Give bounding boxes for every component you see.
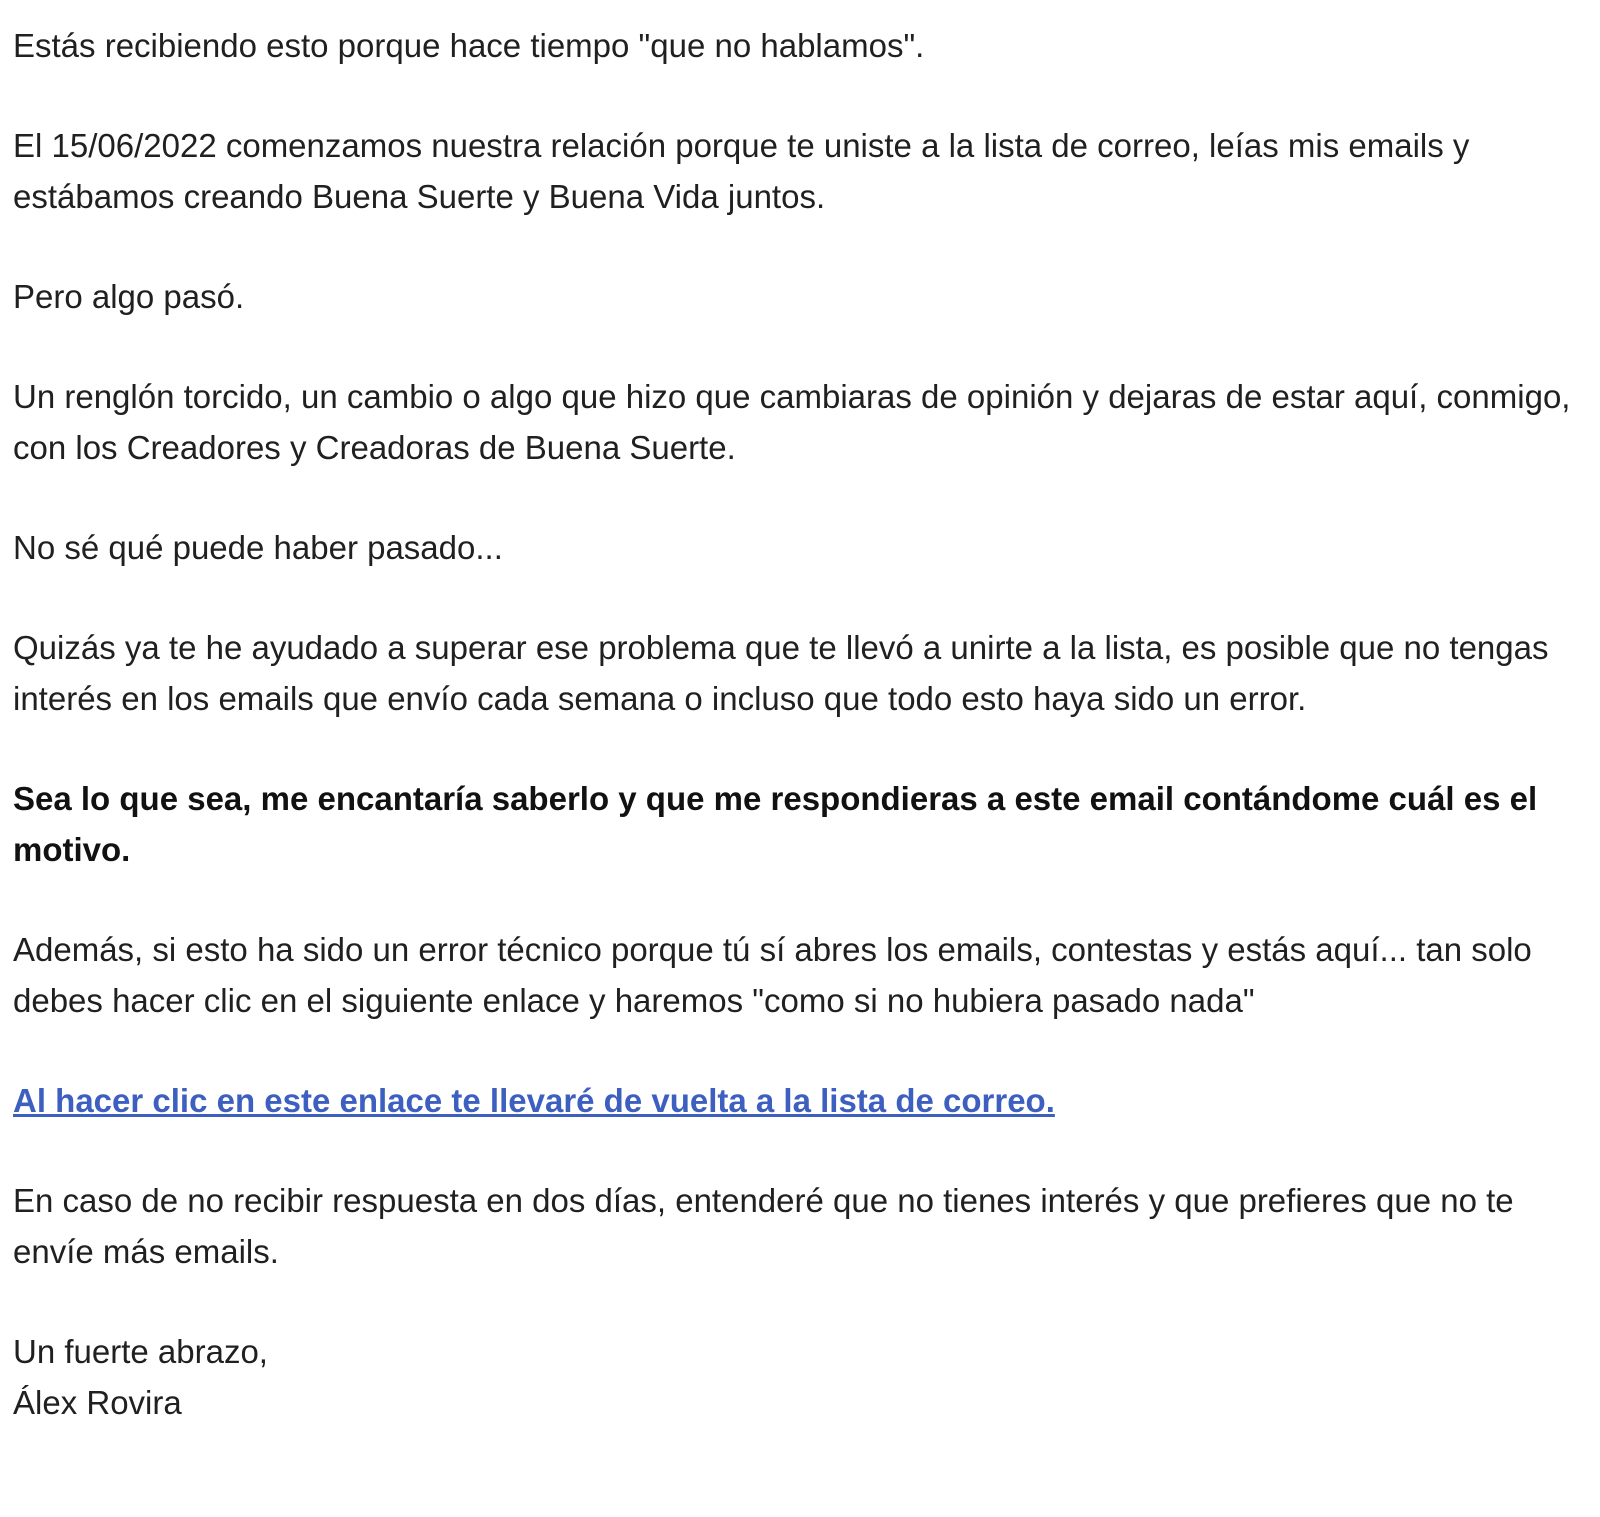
paragraph-change-of-mind: Un renglón torcido, un cambio o algo que hizo que cambiaras de opinión y dejaras de estar aquí, conmigo, con los Creadores y Creadoras de Buena Suerte. [13, 378, 1571, 466]
paragraph-rejoin-link [13, 1075, 1588, 1126]
bold-request-text: Sea lo que sea, me encantaría saberlo y que me respondieras a este email contándome cuál es el motivo. [13, 780, 1538, 868]
signoff-greeting: Un fuerte abrazo, [13, 1333, 268, 1370]
rejoin-list-link[interactable]: Al hacer clic en este enlace te llevaré de vuelta a la lista de correo. [13, 1082, 1055, 1119]
signoff [13, 1326, 1588, 1428]
paragraph-intro: Estás recibiendo esto porque hace tiempo "que no hablamos". [13, 27, 925, 64]
paragraph-technical-error: Además, si esto ha sido un error técnico porque tú sí abres los emails, contestas y estás aquí... tan solo debes hacer clic en el siguiente enlace y haremos "como si no hubiera pasado nada" [13, 931, 1532, 1019]
signoff-name: Álex Rovira [13, 1384, 182, 1421]
email-body [13, 20, 1588, 1428]
paragraph-unknown: No sé qué puede haber pasado... [13, 529, 503, 566]
paragraph-no-reply-notice: En caso de no recibir respuesta en dos días, entenderé que no tienes interés y que prefieres que no te envíe más emails. [13, 1182, 1514, 1270]
paragraph-possible-reasons: Quizás ya te he ayudado a superar ese problema que te llevó a unirte a la lista, es posible que no tengas interés en los emails que envío cada semana o incluso que todo esto haya sido un error. [13, 629, 1549, 717]
paragraph-request-reply [13, 773, 1588, 875]
paragraph-relationship-start: El 15/06/2022 comenzamos nuestra relación porque te uniste a la lista de correo, leías mis emails y estábamos creando Buena Suerte y Buena Vida juntos. [13, 127, 1470, 215]
paragraph-something-happened: Pero algo pasó. [13, 278, 245, 315]
